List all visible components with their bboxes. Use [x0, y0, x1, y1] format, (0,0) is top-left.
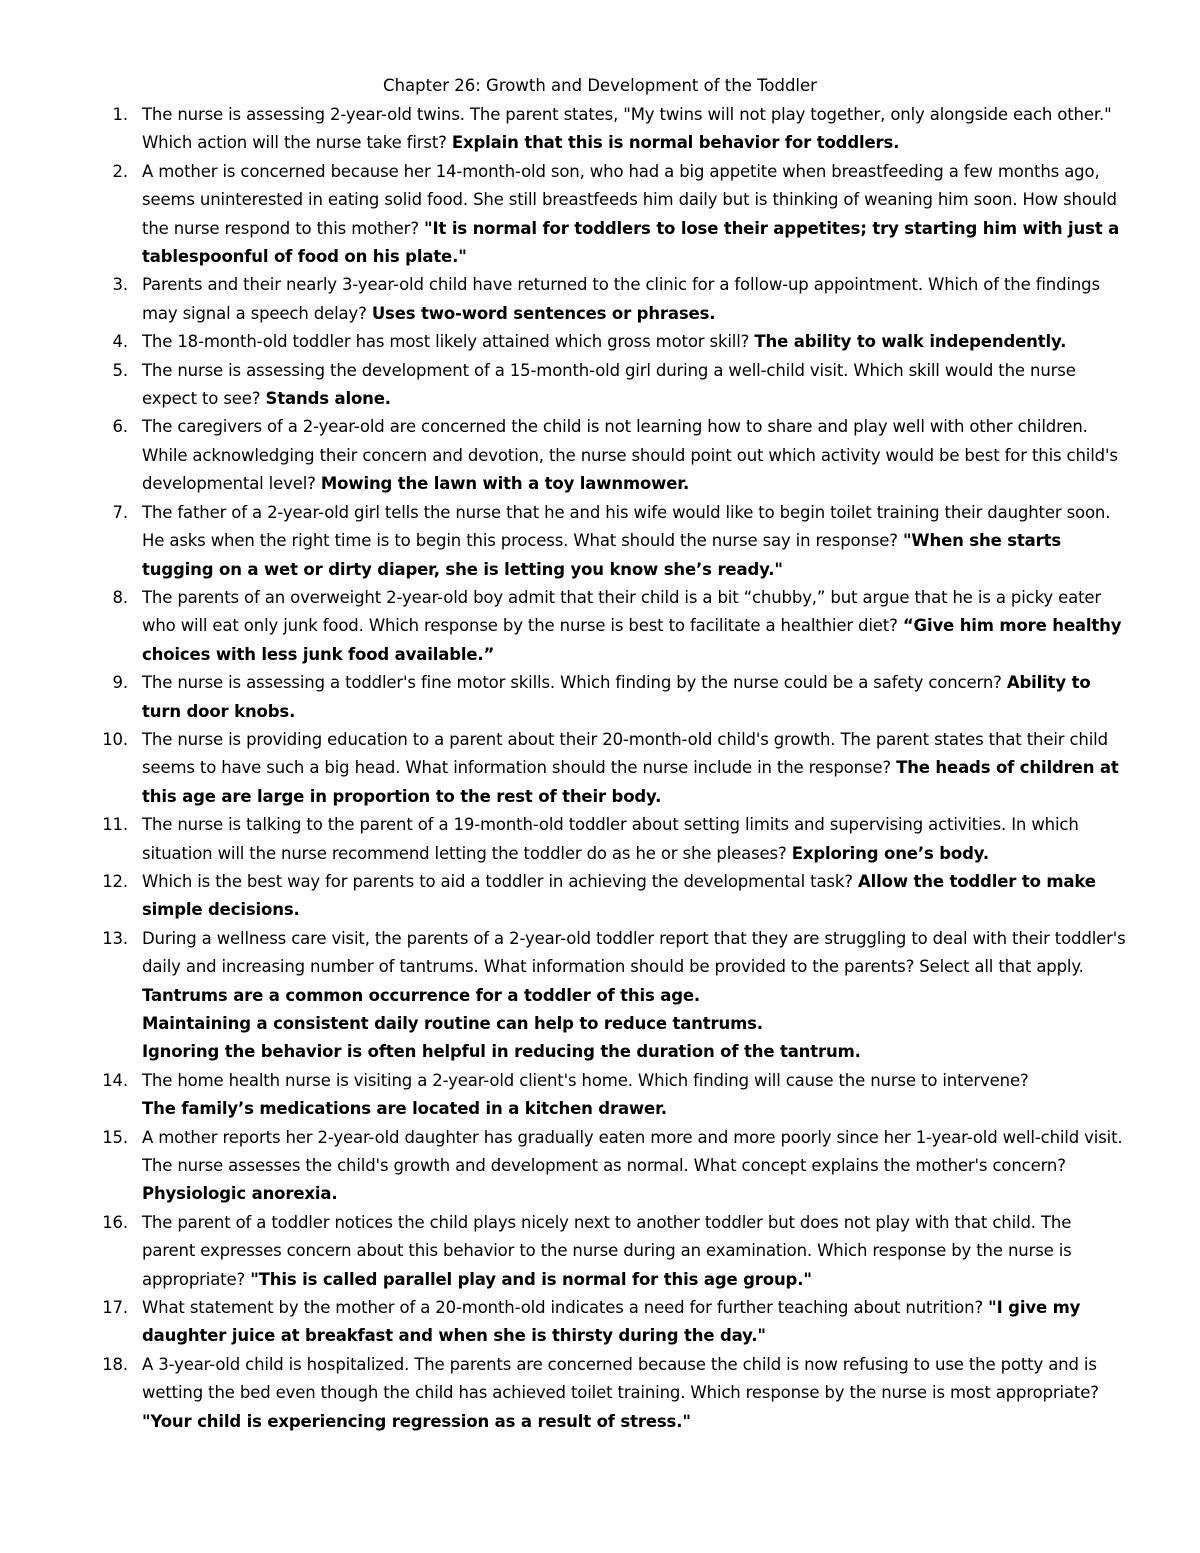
answer-text: Ability to turn door knobs.: [142, 673, 1091, 721]
answer-text: Allow the toddler to make simple decisions.: [142, 871, 1096, 920]
question-number: 15.: [102, 1127, 128, 1147]
question-text: The home health nurse is visiting a 2-year-old client's home. Which finding will cause the nurse to intervene?: [142, 1070, 1029, 1090]
question-text: The nurse is assessing 2-year-old twins. The parent states, "My twins will not play together, only alongside each other." Which action will the nurse take first?: [142, 105, 1112, 153]
question-item: [98, 1209, 1128, 1294]
question-number: 2.: [112, 161, 128, 181]
answer-text: "It is normal for toddlers to lose their appetites; try starting him with just a tablespoonful of food on his plate.": [142, 218, 1120, 267]
question-text: The nurse is assessing a toddler's fine motor skills. Which finding by the nurse could be a safety concern?: [142, 673, 1002, 693]
question-item: [98, 328, 1128, 356]
question-number: 4.: [112, 332, 128, 352]
answer-line: Ignoring the behavior is often helpful in reducing the duration of the tantrum.: [142, 1042, 861, 1062]
question-text: During a wellness care visit, the parents of a 2-year-old toddler report that they are struggling to deal with their toddler's daily and increasing number of tantrums. What information should be provided to the parents? Select all that apply.: [142, 928, 1126, 977]
question-text: The 18-month-old toddler has most likely attained which gross motor skill?: [142, 332, 750, 352]
question-text: A 3-year-old child is hospitalized. The parents are concerned because the child is now refusing to use the potty and is wetting the bed even though the child has achieved toilet training. Which response by the nurse is most appropriate?: [142, 1354, 1099, 1403]
question-text: What statement by the mother of a 20-month-old indicates a need for further teaching about nutrition?: [142, 1298, 984, 1318]
question-item: [98, 811, 1128, 868]
question-item: [98, 868, 1128, 925]
question-number: 11.: [102, 815, 128, 835]
answer-text: "Your child is experiencing regression as a result of stress.": [142, 1411, 691, 1431]
question-text: The nurse is assessing the development of a 15-month-old girl during a well-child visit. Which skill would the nurse expect to see?: [142, 360, 1076, 409]
question-item: [98, 1124, 1128, 1209]
question-text: The caregivers of a 2-year-old are concerned the child is not learning how to share and play well with other children. While acknowledging their concern and devotion, the nurse should point out which activity would be best for this child's developmental level?: [142, 417, 1118, 494]
answer-text: "This is called parallel play and is normal for this age group.": [250, 1269, 812, 1289]
question-number: 3.: [112, 275, 128, 295]
question-item: [98, 1351, 1128, 1436]
answer-text: Exploring one’s body.: [791, 843, 989, 863]
question-number: 9.: [112, 673, 128, 693]
question-number: 18.: [102, 1354, 128, 1374]
question-text: Parents and their nearly 3-year-old child have returned to the clinic for a follow-up appointment. Which of the findings may signal a speech delay?: [142, 275, 1100, 323]
answer-line: The family’s medications are located in a kitchen drawer.: [142, 1099, 667, 1119]
question-item: [98, 271, 1128, 328]
question-text: A mother is concerned because her 14-month-old son, who had a big appetite when breastfeeding a few months ago, seems uninterested in eating solid food. She still breastfeeds him daily but is thinking of weaning him soon. How should the nurse respond to this mother?: [142, 161, 1117, 238]
question-text: Which is the best way for parents to aid a toddler in achieving the developmental task?: [142, 871, 853, 891]
question-text: A mother reports her 2-year-old daughter has gradually eaten more and more poorly since her 1-year-old well-child visit. The nurse assesses the child's growth and development as normal. What concept explains the mother's concern?: [142, 1127, 1123, 1176]
question-number: 10.: [102, 729, 128, 749]
answer-text: Physiologic anorexia.: [142, 1184, 338, 1204]
question-text: The nurse is providing education to a parent about their 20-month-old child's growth. The parent states that their child seems to have such a big head. What information should the nurse include in the response?: [142, 729, 1108, 778]
question-number: 12.: [102, 871, 128, 891]
page-title: Chapter 26: Growth and Development of the Toddler: [383, 76, 817, 95]
question-number: 7.: [112, 502, 128, 522]
question-text: The parent of a toddler notices the child plays nicely next to another toddler but does not play with that child. The parent expresses concern about this behavior to the nurse during an examination. Which response by the nurse is appropriate?: [142, 1212, 1072, 1289]
answer-text: "When she starts tugging on a wet or dirty diaper, she is letting you know she’s ready.": [142, 531, 1062, 579]
question-text: The parents of an overweight 2-year-old boy admit that their child is a bit “chubby,” but argue that he is a picky eater who will eat only junk food. Which response by the nurse is best to facilitate a healthier diet?: [142, 587, 1102, 636]
question-item: [98, 925, 1128, 1067]
question-item: [98, 158, 1128, 272]
question-number: 14.: [102, 1070, 128, 1090]
answer-line: Maintaining a consistent daily routine can help to reduce tantrums.: [142, 1014, 763, 1033]
answer-text: "I give my daughter juice at breakfast and when she is thirsty during the day.": [142, 1298, 1081, 1346]
question-number: 16.: [102, 1212, 128, 1232]
answer-text: The heads of children at this age are large in proportion to the rest of their body.: [142, 758, 1119, 806]
question-item: [98, 1067, 1128, 1124]
answer-text: The ability to walk independently.: [754, 332, 1067, 352]
question-item: [98, 1294, 1128, 1351]
question-number: 5.: [112, 360, 128, 380]
question-number: 6.: [112, 417, 128, 437]
question-item: [98, 669, 1128, 726]
answer-line: Tantrums are a common occurrence for a toddler of this age.: [142, 985, 701, 1005]
question-item: [98, 413, 1128, 498]
question-number: 13.: [102, 928, 128, 948]
question-number: 17.: [102, 1298, 128, 1318]
answer-text: Mowing the lawn with a toy lawnmower.: [320, 474, 690, 494]
answer-text: Uses two-word sentences or phrases.: [371, 303, 716, 323]
question-item: [98, 499, 1128, 584]
question-list: [98, 101, 1128, 1436]
question-number: 8.: [112, 587, 128, 607]
answer-text: “Give him more healthy choices with less junk food available.”: [142, 616, 1122, 664]
answer-text: Stands alone.: [265, 389, 391, 409]
question-text: The nurse is talking to the parent of a 19-month-old toddler about setting limits and supervising activities. In which situation will the nurse recommend letting the toddler do as he or she pleases?: [142, 815, 1079, 863]
question-item: [98, 101, 1128, 158]
question-number: 1.: [112, 105, 128, 124]
question-item: [98, 584, 1128, 669]
answer-text: Explain that this is normal behavior for toddlers.: [451, 133, 900, 153]
question-item: [98, 357, 1128, 414]
question-item: [98, 726, 1128, 811]
question-text: The father of a 2-year-old girl tells the nurse that he and his wife would like to begin toilet training their daughter soon. He asks when the right time is to begin this process. What should the nurse say in response?: [142, 502, 1111, 551]
